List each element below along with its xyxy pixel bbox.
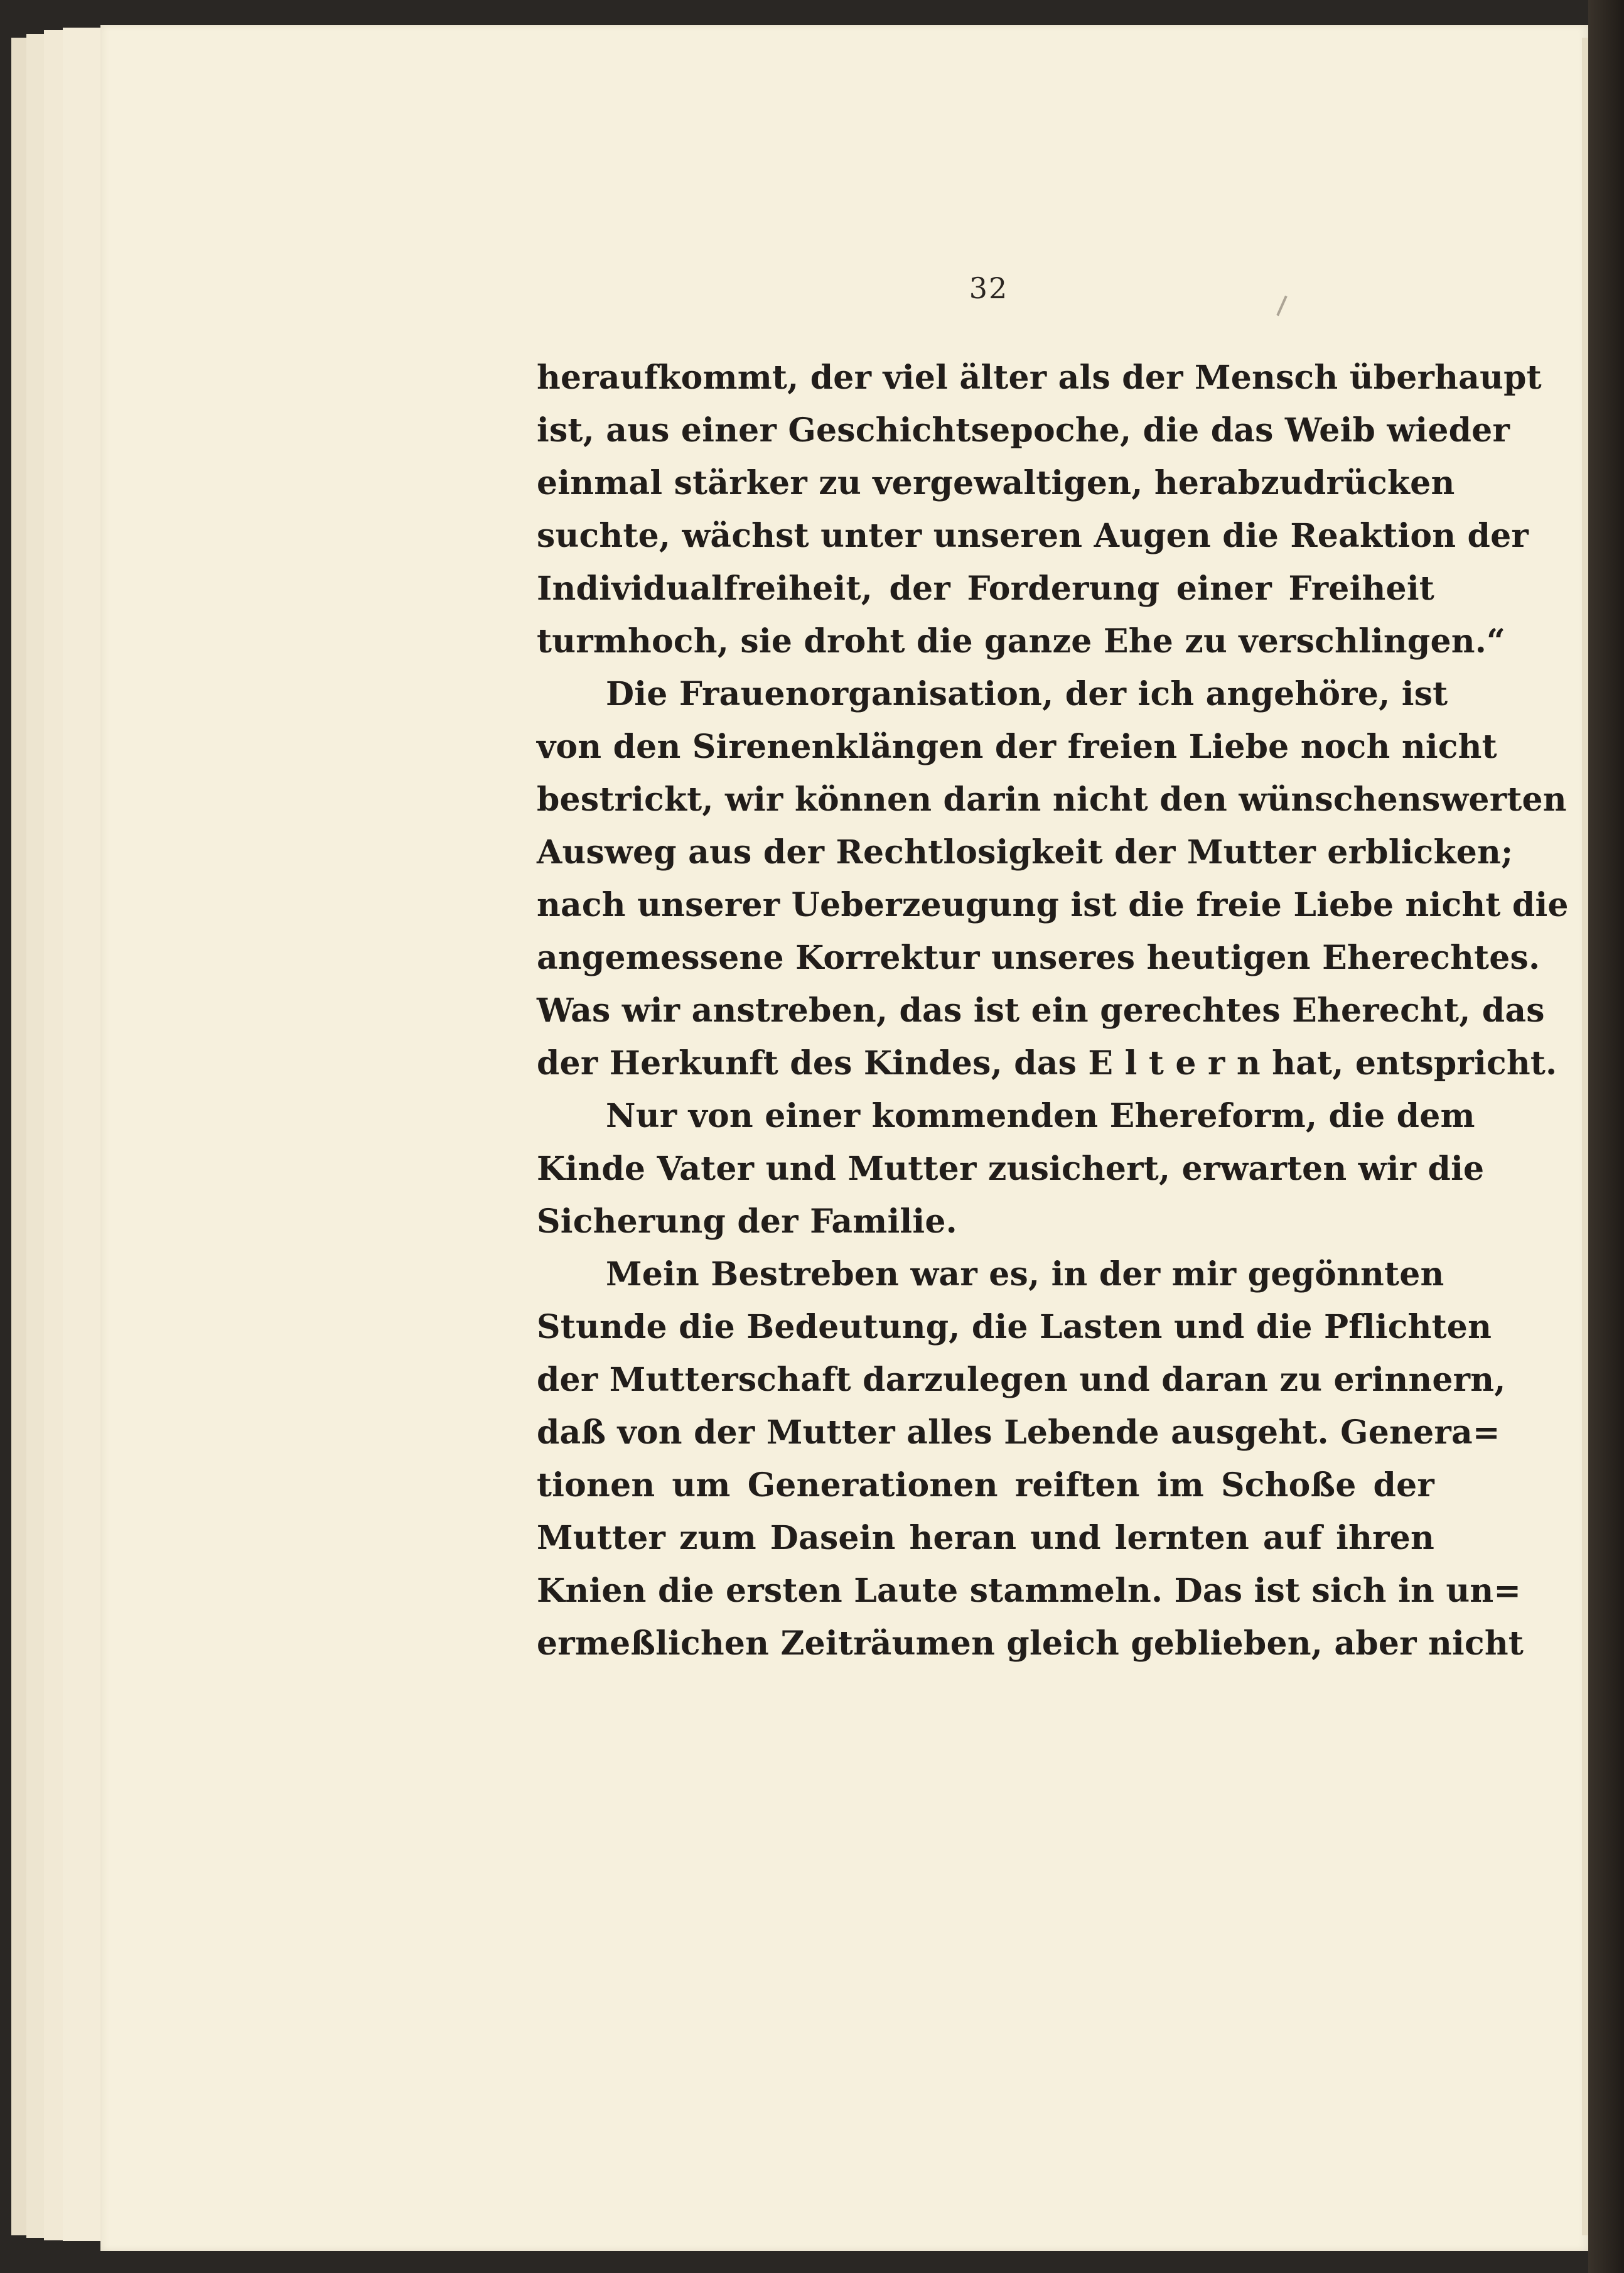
text-line: Stunde die Bedeutung, die Lasten und die Pflichten — [537, 1308, 1492, 1346]
text-line: suchte, wächst unter unseren Augen die Reaktion der — [537, 517, 1529, 555]
text-line: ermeßlichen Zeiträumen gleich geblieben, aber nicht — [537, 1624, 1524, 1663]
page-number: 32 — [969, 271, 1009, 305]
body-text — [537, 352, 1569, 1670]
text-line: der Mutterschaft darzulegen und daran zu erinnern, — [537, 1361, 1506, 1399]
text-line: bestrickt, wir können darin nicht den wünschenswerten — [537, 780, 1567, 819]
text-line: Sicherung der Familie. — [537, 1202, 957, 1241]
text-line: Was wir anstreben, das ist ein gerechtes Eherecht, das — [537, 991, 1545, 1030]
text-line: Kinde Vater und Mutter zusichert, erwarten wir die — [537, 1150, 1485, 1188]
text-line: nach unserer Ueberzeugung ist die freie Liebe nicht die — [537, 886, 1569, 924]
text-line: heraufkommt, der viel älter als der Mensch überhaupt — [537, 359, 1542, 397]
text-line: von den Sirenenklängen der freien Liebe noch nicht — [537, 728, 1497, 766]
text-line: turmhoch, sie droht die ganze Ehe zu verschlingen.“ — [537, 622, 1506, 661]
text-line: einmal stärker zu vergewaltigen, herabzudrücken — [537, 464, 1455, 502]
text-line: Knien die ersten Laute stammeln. Das ist sich in un= — [537, 1572, 1522, 1610]
text-line: Nur von einer kommenden Ehereform, die dem — [606, 1097, 1475, 1135]
book-gutter — [1588, 0, 1624, 2273]
text-line: daß von der Mutter alles Lebende ausgeht. Genera= — [537, 1413, 1500, 1452]
text-line: Individualfreiheit, der Forderung einer Freiheit — [537, 570, 1434, 608]
text-line: Mutter zum Dasein heran und lernten auf ihren — [537, 1519, 1434, 1557]
text-line: der Herkunft des Kindes, das E l t e r n hat, entspricht. — [537, 1044, 1557, 1083]
text-line: angemessene Korrektur unseres heutigen Eherechtes. — [537, 939, 1541, 977]
text-line: ist, aus einer Geschichtsepoche, die das Weib wieder — [537, 411, 1510, 450]
text-line: Die Frauenorganisation, der ich angehöre, ist — [606, 675, 1448, 713]
text-line: tionen um Generationen reiften im Schoße der — [537, 1466, 1434, 1504]
text-line: Ausweg aus der Rechtlosigkeit der Mutter erblicken; — [537, 833, 1514, 872]
text-line: Mein Bestreben war es, in der mir gegönnten — [606, 1255, 1444, 1293]
